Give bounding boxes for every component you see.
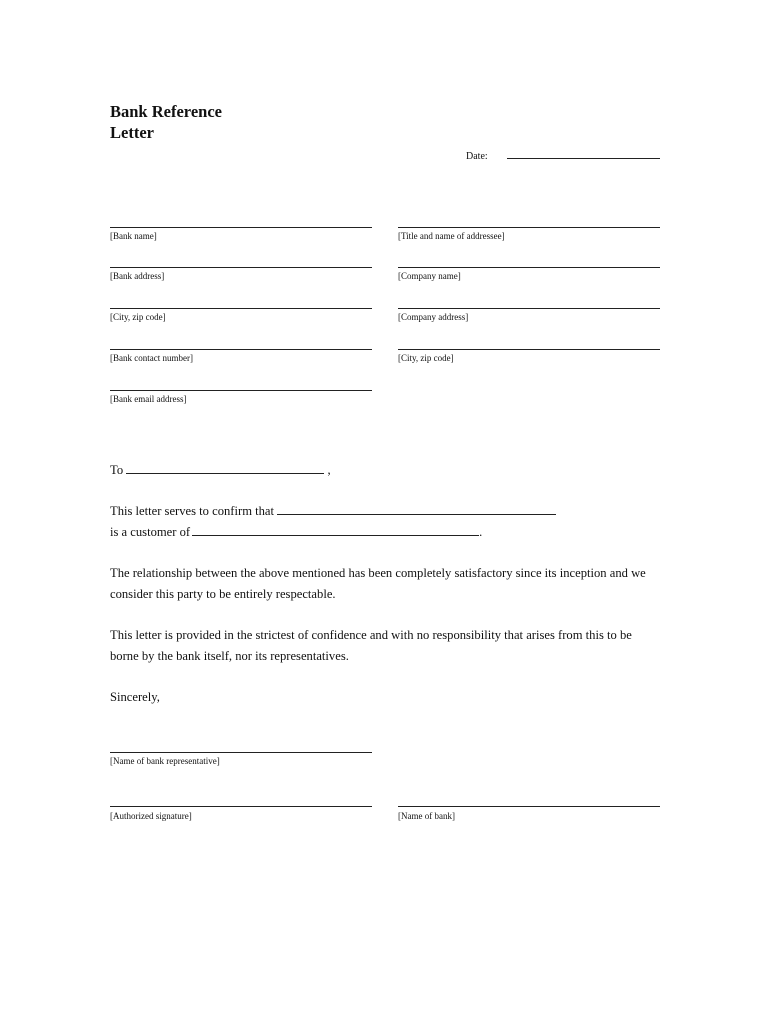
to-line [110,460,331,481]
bank-representative-field[interactable] [110,752,372,753]
to-prefix: To [110,463,124,477]
customer-name-field[interactable] [277,501,556,515]
company-name-field[interactable] [398,267,660,268]
company-city-zip-field[interactable] [398,349,660,350]
bank-email-label: [Bank email address] [110,394,187,404]
bank-city-zip-field[interactable] [110,308,372,309]
bank-contact-number-field[interactable] [110,349,372,350]
document-title [110,101,222,143]
title-line-2: Letter [110,123,154,142]
customer-line [110,522,482,543]
bank-contact-number-label: [Bank contact number] [110,353,193,363]
bank-representative-label: [Name of bank representative] [110,756,220,766]
company-address-label: [Company address] [398,312,469,322]
bank-address-label: [Bank address] [110,271,165,281]
date-label: Date: [466,151,488,162]
bank-name-label: [Bank name] [110,231,157,241]
customer-suffix: . [479,525,483,539]
bank-customer-field[interactable] [192,522,479,536]
company-name-label: [Company name] [398,271,461,281]
confidentiality-paragraph: This letter is provided in the strictest of confidence and with no responsibility that arises from this to be borne by the bank itself, nor its representatives. [110,628,632,663]
authorized-signature-label: [Authorized signature] [110,811,192,821]
to-suffix: , [327,463,331,477]
closing: Sincerely, [110,690,160,704]
bank-city-zip-label: [City, zip code] [110,312,166,322]
confirm-line [110,501,556,522]
company-address-field[interactable] [398,308,660,309]
bank-name-field[interactable] [110,227,372,228]
customer-prefix: is a customer of [110,525,191,539]
bank-name-signature-label: [Name of bank] [398,811,455,821]
recipient-field[interactable] [126,460,324,474]
bank-email-field[interactable] [110,390,372,391]
addressee-field[interactable] [398,227,660,228]
bank-name-signature-field[interactable] [398,806,660,807]
date-field[interactable] [507,158,660,159]
confirm-prefix: This letter serves to confirm that [110,504,275,518]
company-city-zip-label: [City, zip code] [398,353,454,363]
relationship-paragraph: The relationship between the above mentioned has been completely satisfactory since its inception and we consider this party to be entirely respectable. [110,566,646,601]
addressee-label: [Title and name of addressee] [398,231,505,241]
authorized-signature-field[interactable] [110,806,372,807]
title-line-1: Bank Reference [110,102,222,121]
bank-address-field[interactable] [110,267,372,268]
